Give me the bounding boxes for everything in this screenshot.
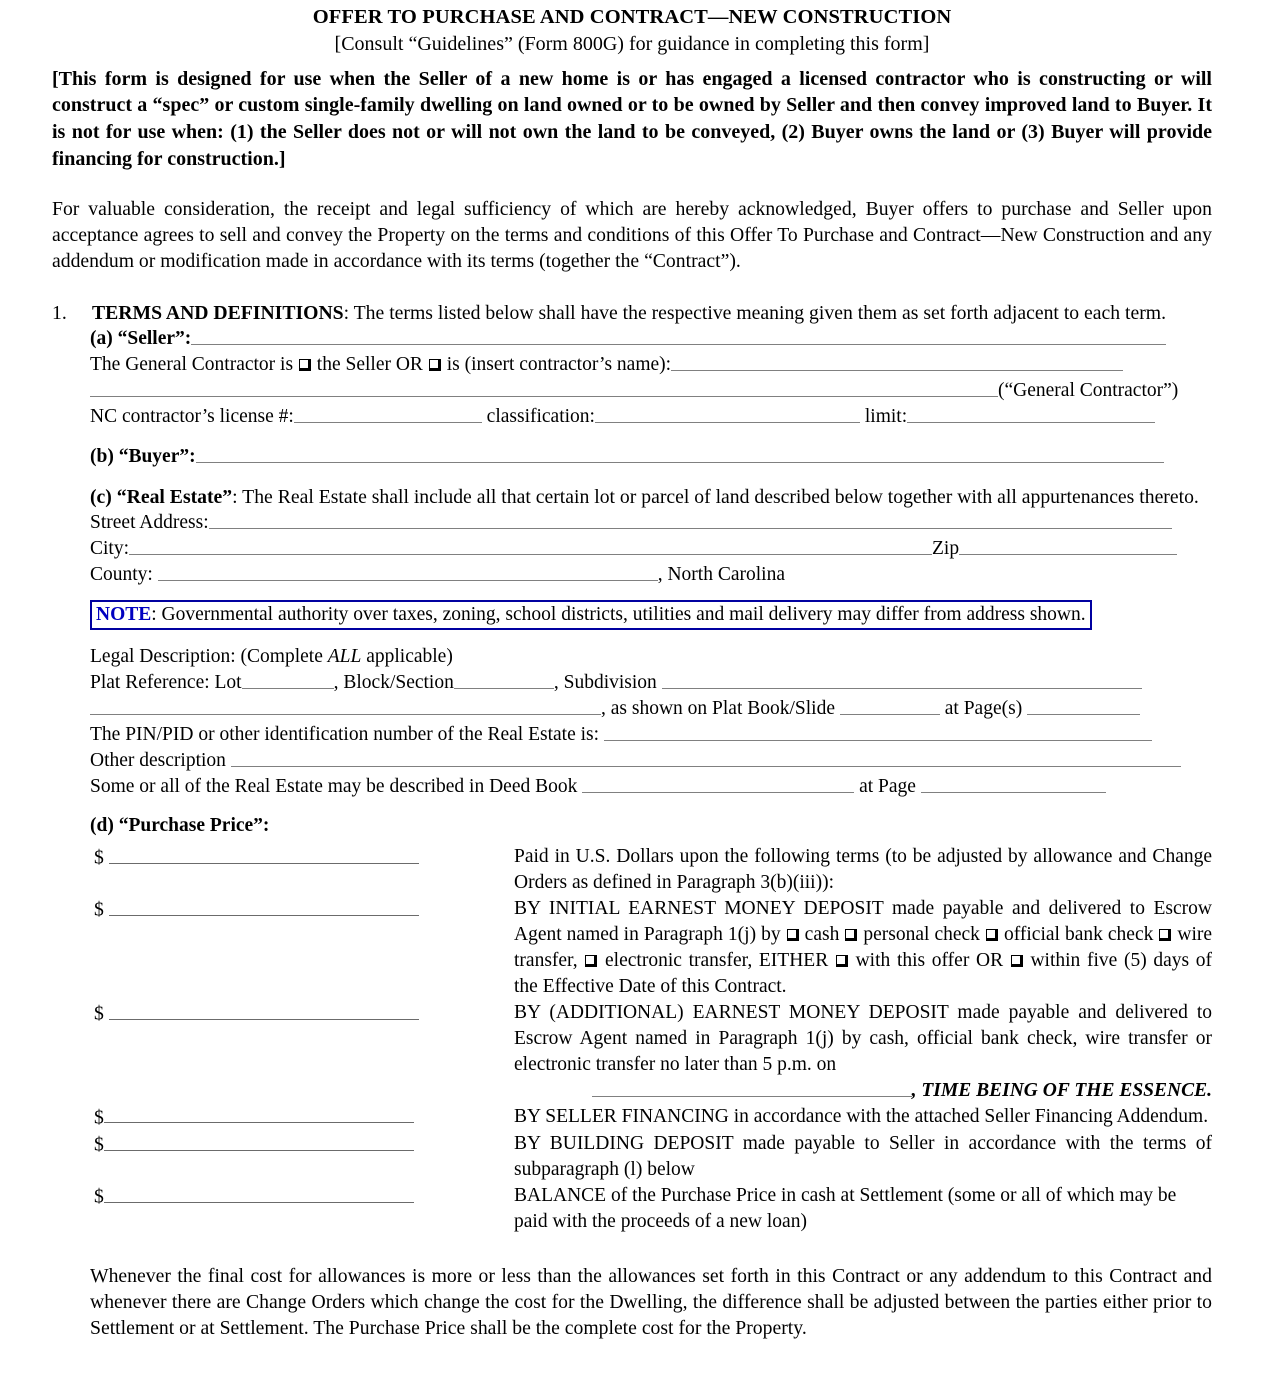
gc-name-input-line-2[interactable] [90,378,998,397]
purchase-price-label: (d) “Purchase Price”: [90,814,270,836]
gc-prefix-label: The General Contractor is [90,354,294,376]
consideration-paragraph: For valuable consideration, the receipt and legal sufficiency of which are hereby acknowledged, Buyer offers to purchase and Seller upon acceptance agrees to sell and convey the Property on the terms and conditions of this Offer To Purchase and Contract—New Construction and any addendum or modification made in accordance with its terms (together the “Contract”). [52,198,1212,273]
governmental-authority-note [90,600,1092,630]
real-estate-address-block [90,510,1212,588]
purchase-price-row-initial-emd [52,896,1212,1000]
purchase-price-row-total [52,844,1212,896]
contractor-license-row [90,404,1212,430]
note-keyword: NOTE [96,603,152,625]
checkbox-within-five-days[interactable] [1011,955,1023,967]
initial-emd-option-cash: cash [804,924,840,946]
limit-label: limit: [864,405,908,427]
subdivision-label: , Subdivision [553,671,657,693]
limit-input-line[interactable] [907,404,1155,423]
dollar-sign: $ [94,846,104,869]
dollar-sign: $ [94,1106,104,1129]
gc-suffix-label: (“General Contractor”) [998,380,1179,402]
city-input-line[interactable] [129,536,932,555]
dollar-sign: $ [94,1133,104,1156]
description-cell-building-deposit: BY BUILDING DEPOSIT made payable to Seller in accordance with the terms of subparagraph (l) below [514,1133,1212,1181]
initial-emd-option-within-five-days: within five (5) days of the Effective Date of this Contract. [514,950,1213,998]
checkbox-wire-transfer[interactable] [1159,929,1171,941]
amount-cell-total [52,844,514,896]
deed-book-input-line[interactable] [582,774,854,793]
initial-emd-option-electronic-transfer: electronic transfer, EITHER [605,950,829,972]
dollar-sign: $ [94,1185,104,1208]
time-being-of-the-essence: , TIME BEING OF THE ESSENCE. [911,1079,1212,1101]
description-cell-initial-emd [514,896,1212,1000]
at-page-label: at Page [859,775,916,797]
license-input-line[interactable] [294,404,482,423]
checkbox-with-this-offer[interactable] [836,955,848,967]
dollar-sign: $ [94,1002,104,1025]
seller-row [90,326,1212,352]
plat-book-slide-input-line[interactable] [840,696,940,715]
street-address-row [90,510,1212,536]
as-shown-on-label: , as shown on Plat Book/Slide [601,697,836,719]
county-input-line[interactable] [158,562,658,581]
seller-input-line[interactable] [191,326,1166,345]
plat-book-row [90,696,1212,722]
seller-financing-input[interactable] [104,1104,414,1124]
plat-reference-label: Plat Reference: Lot [90,671,242,693]
legal-description-all: ALL [327,645,362,667]
purchase-price-total-input[interactable] [109,844,419,864]
initial-emd-text-1: BY INITIAL EARNEST MONEY DEPOSIT made payable and delivered to Escrow Agent named in Paragraph 1(j) by [514,898,1212,946]
city-zip-row [90,536,1212,562]
purchase-price-row-building-deposit [52,1131,1212,1183]
pin-pid-row [90,722,1212,748]
subdivision-input-line-2[interactable] [90,696,601,715]
legal-description-label-end: applicable) [366,645,453,667]
amount-cell-balance [52,1183,514,1235]
balance-input[interactable] [104,1183,414,1203]
purchase-price-row-seller-financing [52,1104,1212,1131]
legal-description-row [90,644,1212,670]
street-address-label: Street Address: [90,511,209,533]
amount-cell-building-deposit [52,1131,514,1183]
initial-emd-input[interactable] [109,896,419,916]
section-number: 1. [52,302,67,325]
checkbox-personal-check[interactable] [845,929,857,941]
county-label: County: [90,563,153,585]
deed-book-label: Some or all of the Real Estate may be described in Deed Book [90,775,578,797]
buyer-label: (b) “Buyer”: [90,445,196,467]
county-row [90,562,1212,588]
gc-seller-label: the Seller OR [316,354,423,376]
city-label: City: [90,537,130,559]
description-cell-seller-financing: BY SELLER FINANCING in accordance with the attached Seller Financing Addendum. [514,1105,1209,1127]
amount-cell-initial-emd [52,896,514,1000]
page-subtitle: [Consult “Guidelines” (Form 800G) for guidance in completing this form] [334,33,930,56]
description-cell-total: Paid in U.S. Dollars upon the following terms (to be adjusted by allowance and Change Orders as defined in Paragraph 3(b)(iii)): [514,846,1212,894]
checkbox-official-bank-check[interactable] [986,929,998,941]
pin-pid-label: The PIN/PID or other identification number of the Real Estate is: [90,723,600,745]
building-deposit-input[interactable] [104,1131,414,1151]
other-description-input-line[interactable] [231,748,1181,767]
zip-input-line[interactable] [959,536,1177,555]
buyer-input-line[interactable] [196,444,1164,463]
section-heading: TERMS AND DEFINITIONS [92,302,344,325]
classification-input-line[interactable] [595,404,860,423]
section-1-terms-and-definitions [52,300,1212,326]
page-title: OFFER TO PURCHASE AND CONTRACT—NEW CONSTRUCTION [312,6,952,28]
description-cell-additional-emd [514,1000,1212,1104]
purchase-price-row-balance [52,1183,1212,1235]
classification-label: classification: [486,405,595,427]
deed-book-row [90,774,1212,800]
dollar-sign: $ [94,898,104,921]
gc-name-input-line[interactable] [671,352,1123,371]
description-cell-balance: BALANCE of the Purchase Price in cash at Settlement (some or all of which may be paid with the proceeds of a new loan) [514,1184,1177,1232]
street-address-input-line[interactable] [209,510,1172,529]
purchase-price-table [52,844,1212,1234]
legal-description-label: Legal Description: (Complete [90,645,323,667]
real-estate-label: (c) “Real Estate” [90,485,233,508]
section-intro: : The terms listed below shall have the respective meaning given them as set forth adjacent to each term. [343,302,1167,325]
at-pages-label: at Page(s) [944,697,1023,719]
real-estate-text: : The Real Estate shall include all that certain lot or parcel of land described below together with all appurtenances thereto. [232,485,1199,508]
additional-emd-text: BY (ADDITIONAL) EARNEST MONEY DEPOSIT made payable and delivered to Escrow Agent named in Paragraph 1(j) by cash, official bank check, wire transfer or electronic transfer no later than 5 p.m. on [514,1001,1212,1075]
purchase-price-row-additional-emd [52,1000,1212,1104]
plat-reference-row [90,670,1212,696]
additional-emd-deadline-input[interactable] [592,1078,912,1097]
initial-emd-option-with-this-offer: with this offer OR [855,950,1004,972]
state-suffix-label: , North Carolina [657,563,785,585]
legal-description-block [90,644,1212,800]
checkbox-gc-is-other[interactable] [429,359,441,371]
other-description-label: Other description [90,749,226,771]
general-contractor-row [90,352,1212,378]
additional-emd-deadline-row [514,1078,1212,1104]
gc-other-label: is (insert contractor’s name): [446,354,672,376]
subsection-real-estate [90,484,1212,510]
license-label: NC contractor’s license #: [90,405,294,427]
checkbox-gc-is-seller[interactable] [299,359,311,371]
checkbox-electronic-transfer[interactable] [585,955,597,967]
block-section-label: , Block/Section [333,671,454,693]
checkbox-cash[interactable] [787,929,799,941]
additional-emd-input[interactable] [109,1000,419,1020]
purchase-price-heading [90,814,1212,839]
allowances-change-orders-paragraph: Whenever the final cost for allowances is more or less than the allowances set forth in this Contract or any addendum to this Contract and whenever there are Change Orders which change the cost for the Dwelling, the difference shall be adjusted between the parties either prior to Settlement or at Settlement. The Purchase Price shall be the complete cost for the Property. [90,1264,1212,1340]
form-usage-note: [This form is designed for use when the Seller of a new home is or has engaged a licensed contractor who is constructing or will construct a “spec” or custom single-family dwelling on land owned or to be owned by Seller and then convey improved land to Buyer. It is not for use when: (1) the Seller does not or will not own the land to be conveyed, (2) Buyer owns the land or (3) Buyer will provide financing for construction.] [52,67,1212,170]
subdivision-input-line[interactable] [662,670,1142,689]
amount-cell-additional-emd [52,1000,514,1104]
pin-pid-input-line[interactable] [604,722,1152,741]
initial-emd-option-personal-check: personal check [863,924,980,946]
seller-label: (a) “Seller”: [90,328,192,350]
subsection-seller [90,326,1212,470]
buyer-row [90,444,1212,470]
zip-label: Zip [932,537,960,559]
block-section-input-line[interactable] [454,670,554,689]
amount-cell-seller-financing [52,1104,514,1131]
initial-emd-option-official-bank-check: official bank check [1004,924,1154,946]
deed-page-input-line[interactable] [921,774,1106,793]
pages-input-line[interactable] [1027,696,1140,715]
general-contractor-continuation-row [90,378,1212,404]
other-description-row [90,748,1212,774]
note-body-text: : Governmental authority over taxes, zoning, school districts, utilities and mail delivery may differ from address shown. [151,603,1086,625]
initial-emd-option-wire-transfer: wire transfer, [514,924,1213,972]
lot-input-line[interactable] [242,670,334,689]
